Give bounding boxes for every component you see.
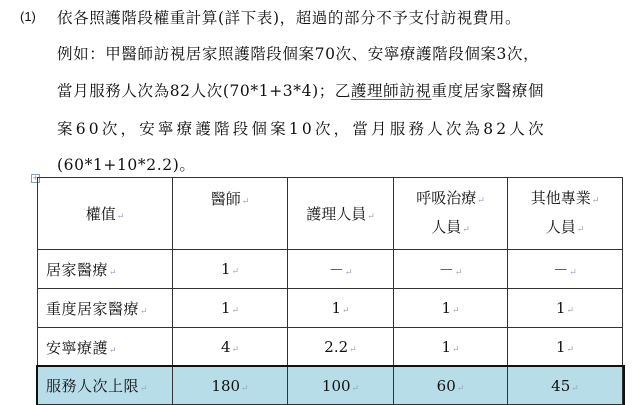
paragraph-line-5: (60*1+10*2.2)。 (57, 156, 196, 174)
header-respiratory: 呼吸治療↵ 人員↵ (394, 178, 508, 250)
cell: 1↵ (173, 289, 288, 328)
underlined-phrase: 護理師訪視 (350, 82, 432, 100)
line-3-text: 當月服務人次為82人次(70*1+3*4)；乙 (57, 82, 351, 100)
cell: 1↵ (508, 328, 623, 367)
cell: 1↵ (173, 250, 288, 289)
weight-table (37, 177, 623, 405)
table-row (38, 250, 623, 289)
table-row (38, 328, 623, 367)
total-label: 服務人次上限↵ (38, 367, 173, 405)
total-cell: 60↵ (394, 367, 508, 405)
total-row (38, 367, 623, 405)
total-cell: 45↵ (508, 367, 623, 405)
cell: －↵ (288, 250, 394, 289)
cell: －↵ (394, 250, 508, 289)
paragraph-line-4: 案60次，安寧療護階段個案10次，當月服務人次為82人次 (57, 120, 547, 138)
table-header-row (38, 178, 623, 250)
paragraph-line-1: 依各照護階段權重計算(詳下表)，超過的部分不予支付訪視費用。 (57, 9, 522, 27)
cell: 1↵ (288, 289, 394, 328)
total-cell: 100↵ (288, 367, 394, 405)
item-number: (1) (20, 9, 36, 24)
paragraph-line-2: 例如：甲醫師訪視居家照護階段個案70次、安寧療護階段個案3次， (57, 45, 540, 63)
row-label: 居家醫療↵ (38, 250, 173, 289)
row-label: 重度居家醫療↵ (38, 289, 173, 328)
cell: －↵ (508, 250, 623, 289)
total-cell: 180↵ (173, 367, 288, 405)
header-other: 其他專業↵ 人員↵ (508, 178, 623, 250)
line-3-tail: 重度居家醫療個 (431, 82, 545, 100)
cell: 2.2↵ (288, 328, 394, 367)
paragraph-line-3 (57, 79, 544, 101)
table-row (38, 289, 623, 328)
header-nurse: 護理人員↵ (288, 178, 394, 250)
cell: 1↵ (394, 328, 508, 367)
header-doctor: 醫師↵ (173, 178, 288, 250)
row-label: 安寧療護↵ (38, 328, 173, 367)
cell: 1↵ (394, 289, 508, 328)
table-move-handle-icon[interactable]: + (32, 174, 39, 182)
header-weight: 權值↵ (38, 178, 173, 250)
cell: 1↵ (508, 289, 623, 328)
cell: 4↵ (173, 328, 288, 367)
